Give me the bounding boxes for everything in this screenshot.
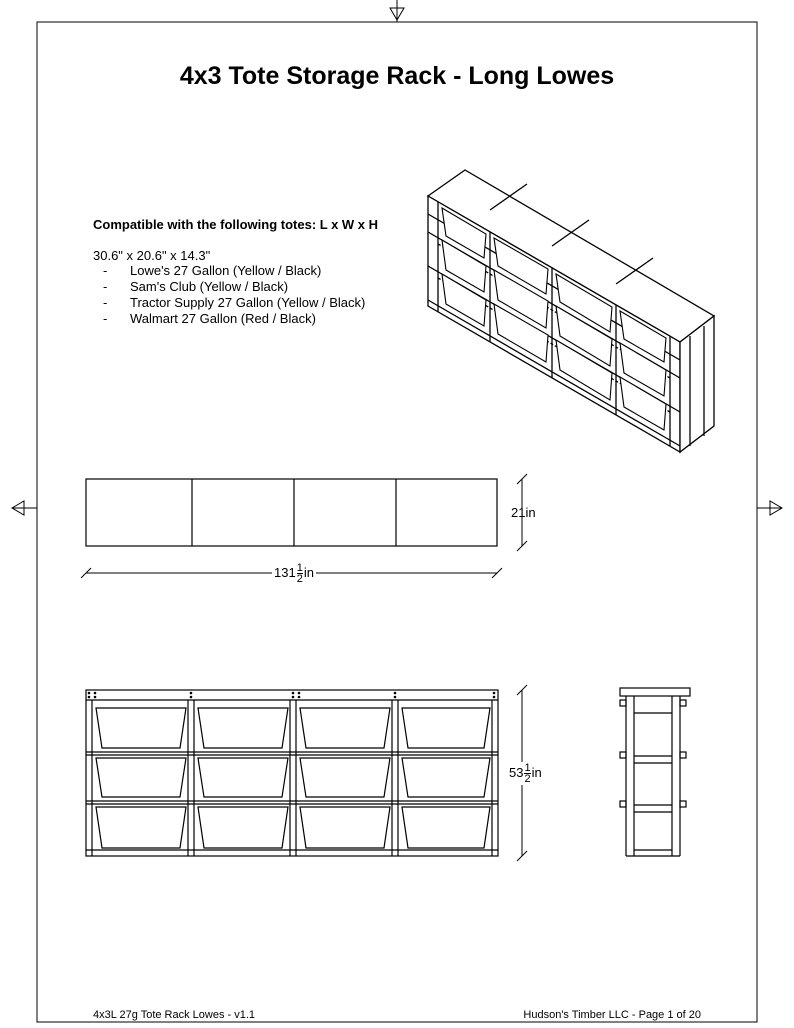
width-dimension-label: 131 $\frac{1}{2}$ in [274,562,314,585]
depth-dimension-label: 21in [511,505,536,520]
compatibility-heading: Compatible with the following totes: L x W x H [93,217,379,232]
list-item: - Walmart 27 Gallon (Red / Black) [103,311,316,326]
front-view-screws [88,692,496,699]
side-view [620,688,690,856]
front-view [86,690,498,856]
compatibility-block [93,217,378,327]
height-fraction: $\frac{1}{2}$ [524,762,531,785]
page-title: 4x3 Tote Storage Rack - Long Lowes [179,62,615,90]
list-item: - Sam's Club (Yellow / Black) [103,279,289,294]
tote-dimensions: 30.6" x 20.6" x 14.3" [93,248,211,263]
list-item: - Lowe's 27 Gallon (Yellow / Black) [103,263,322,278]
footer-page-info: Hudson's Timber LLC - Page 1 of 20 [523,1009,701,1021]
height-dimension-label: 53 $\frac{1}{2}$ in [509,762,542,785]
width-fraction: $\frac{1}{2}$ [296,562,303,585]
footer-version: 4x3L 27g Tote Rack Lowes - v1.1 [93,1009,256,1021]
list-item: - Tractor Supply 27 Gallon (Yellow / Black) [103,295,366,310]
top-view [86,479,497,546]
page-border [37,22,757,1022]
tote-list [93,263,378,327]
isometric-view [428,170,714,452]
